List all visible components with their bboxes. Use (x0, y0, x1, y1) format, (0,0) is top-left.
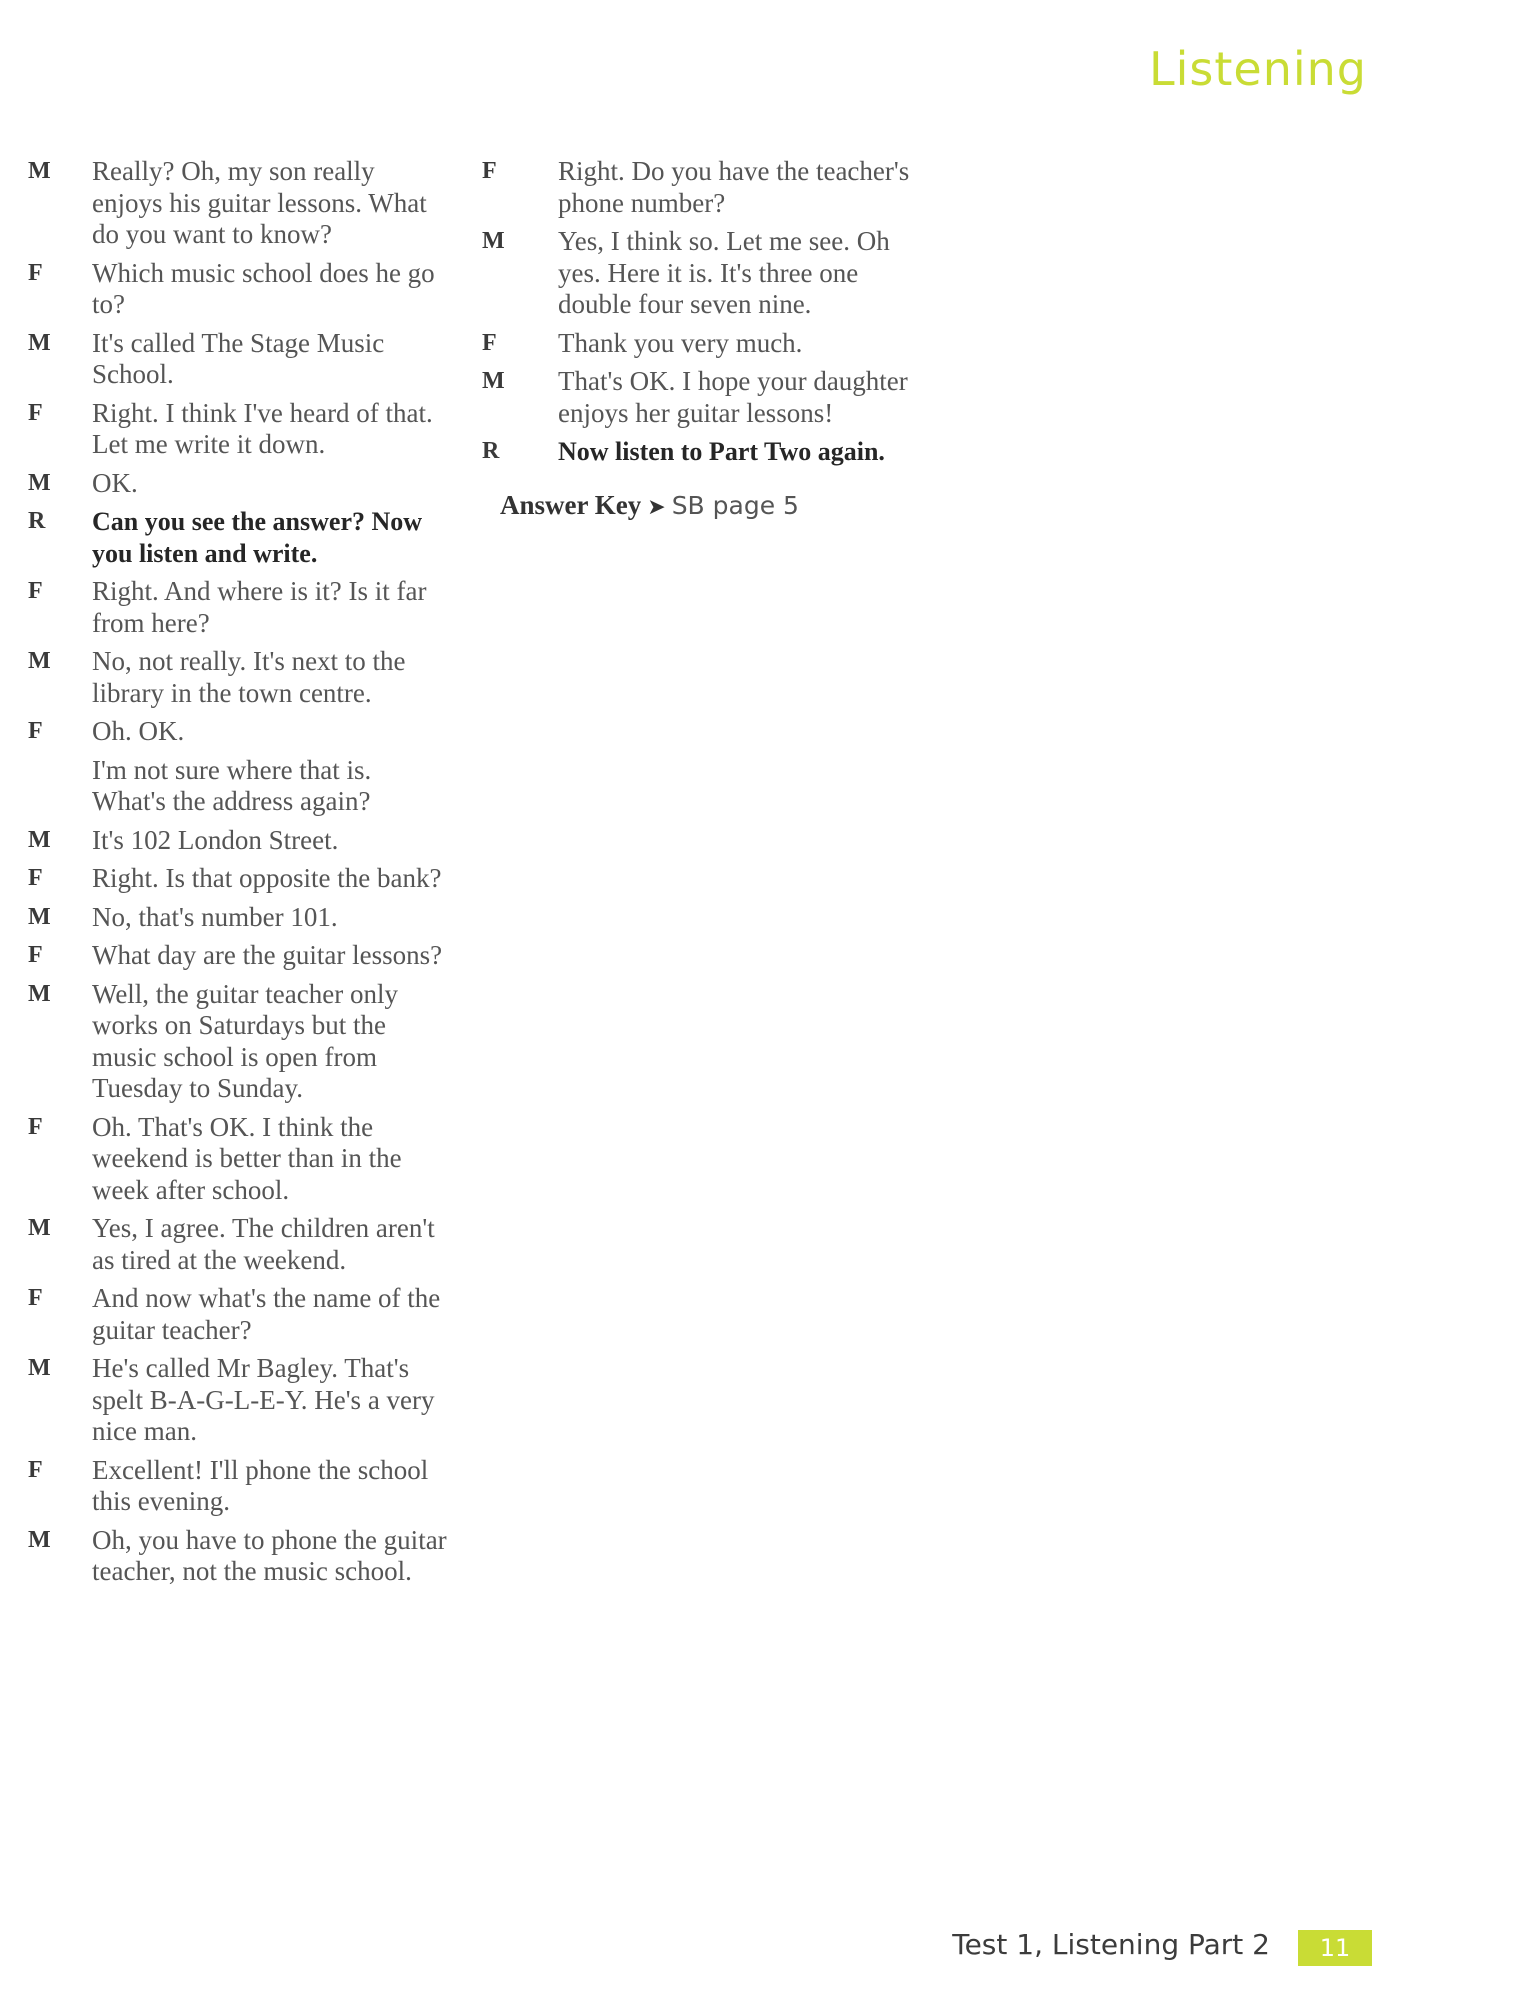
transcript-line (28, 1112, 448, 1207)
speaker-label: M (28, 826, 51, 853)
footer-test-label: Test 1, Listening Part 2 (952, 1928, 1270, 1961)
speaker-label: M (482, 228, 505, 254)
transcript-line (28, 506, 448, 569)
dialogue-text: Can you see the answer? Now you listen and write. (92, 507, 423, 568)
dialogue-text: No, not really. It's next to the library in the town centre. (92, 646, 406, 708)
dialogue-text: Yes, I agree. The children aren't as tired at the weekend. (92, 1213, 435, 1275)
transcript-line (28, 646, 448, 709)
speaker-label: M (28, 648, 51, 674)
dialogue-text: Which music school does he go to? (92, 257, 435, 319)
speaker-label: M (28, 329, 51, 356)
speaker-label: F (482, 329, 497, 356)
dialogue-text: Now listen to Part Two again. (558, 437, 885, 466)
dialogue-text: OK. (92, 467, 138, 498)
speaker-label: M (28, 158, 51, 184)
speaker-label: F (28, 399, 43, 426)
speaker-label: F (28, 942, 43, 968)
dialogue-text: Oh. That's OK. I think the weekend is better than in the week after school. (92, 1111, 402, 1205)
speaker-label: F (482, 158, 497, 184)
dialogue-text: It's called The Stage Music School. (92, 327, 385, 389)
speaker-label: M (28, 1526, 51, 1553)
transcript-line (28, 902, 448, 934)
dialogue-text: Thank you very much. (558, 327, 803, 358)
dialogue-text: Well, the guitar teacher only works on Saturdays but the music school is open from Tuesday to Sunday. (92, 978, 398, 1103)
transcript-line (28, 825, 448, 857)
answer-key (500, 490, 922, 521)
speaker-label: F (28, 1285, 43, 1311)
speaker-label: M (28, 1215, 51, 1241)
transcript-line (28, 156, 448, 251)
transcript-line (482, 436, 922, 468)
dialogue-text: Right. I think I've heard of that. Let me write it down. (92, 397, 433, 459)
transcript-right-lines (482, 156, 922, 468)
dialogue-text: Oh, you have to phone the guitar teacher, not the music school. (92, 1524, 447, 1586)
transcript-line (28, 258, 448, 321)
dialogue-text: Really? Oh, my son really enjoys his guitar lessons. What do you want to know? (92, 156, 427, 249)
transcript-line (482, 328, 922, 360)
page-number: 11 (1298, 1930, 1372, 1966)
dialogue-text: I'm not sure where that is. What's the address again? (92, 754, 372, 816)
transcript-line (482, 366, 922, 429)
dialogue-text: No, that's number 101. (92, 901, 338, 932)
transcript-line (28, 940, 448, 972)
transcript-line (28, 468, 448, 500)
transcript-left-column (28, 156, 448, 1595)
speaker-label: F (28, 718, 43, 744)
transcript-line (28, 1353, 448, 1448)
arrow-right-icon: ➤ (647, 494, 666, 520)
speaker-label: M (28, 469, 51, 496)
speaker-label: R (482, 438, 500, 464)
transcript-line (28, 576, 448, 639)
transcript-line (28, 979, 448, 1105)
transcript-line (28, 755, 448, 818)
speaker-label: F (28, 865, 43, 891)
speaker-label: M (28, 1355, 51, 1381)
dialogue-text: Right. Is that opposite the bank? (92, 863, 442, 893)
speaker-label (28, 755, 92, 818)
transcript-line (28, 398, 448, 461)
speaker-label: M (482, 368, 505, 394)
speaker-label: R (28, 508, 46, 534)
speaker-label: M (28, 903, 51, 930)
transcript-line (28, 328, 448, 391)
transcript-right-column (482, 156, 922, 521)
dialogue-text: He's called Mr Bagley. That's spelt B-A-G-L-E-Y. He's a very nice man. (92, 1353, 435, 1446)
dialogue-text: That's OK. I hope your daughter enjoys her guitar lessons! (558, 366, 908, 428)
answer-key-reference: SB page 5 (671, 490, 799, 520)
transcript-line (482, 156, 922, 219)
dialogue-text: Oh. OK. (92, 716, 185, 746)
section-title: Listening (1149, 42, 1367, 96)
transcript-line (482, 226, 922, 321)
transcript-line (28, 1213, 448, 1276)
speaker-label: F (28, 1456, 43, 1483)
transcript-line (28, 863, 448, 895)
speaker-label: M (28, 980, 51, 1007)
transcript-line (28, 1525, 448, 1588)
dialogue-text: Yes, I think so. Let me see. Oh yes. Here it is. It's three one double four seven nine. (558, 226, 890, 319)
speaker-label: F (28, 1113, 43, 1140)
speaker-label: F (28, 578, 43, 604)
answer-key-label: Answer Key (500, 489, 642, 520)
transcript-line (28, 1283, 448, 1346)
dialogue-text: And now what's the name of the guitar teacher? (92, 1283, 441, 1345)
speaker-label: F (28, 259, 43, 286)
transcript-line (28, 1455, 448, 1518)
dialogue-text: Right. And where is it? Is it far from here? (92, 576, 427, 638)
dialogue-text: Excellent! I'll phone the school this evening. (92, 1454, 429, 1516)
dialogue-text: What day are the guitar lessons? (92, 940, 443, 970)
dialogue-text: It's 102 London Street. (92, 824, 339, 855)
dialogue-text: Right. Do you have the teacher's phone number? (558, 156, 910, 218)
transcript-line (28, 716, 448, 748)
